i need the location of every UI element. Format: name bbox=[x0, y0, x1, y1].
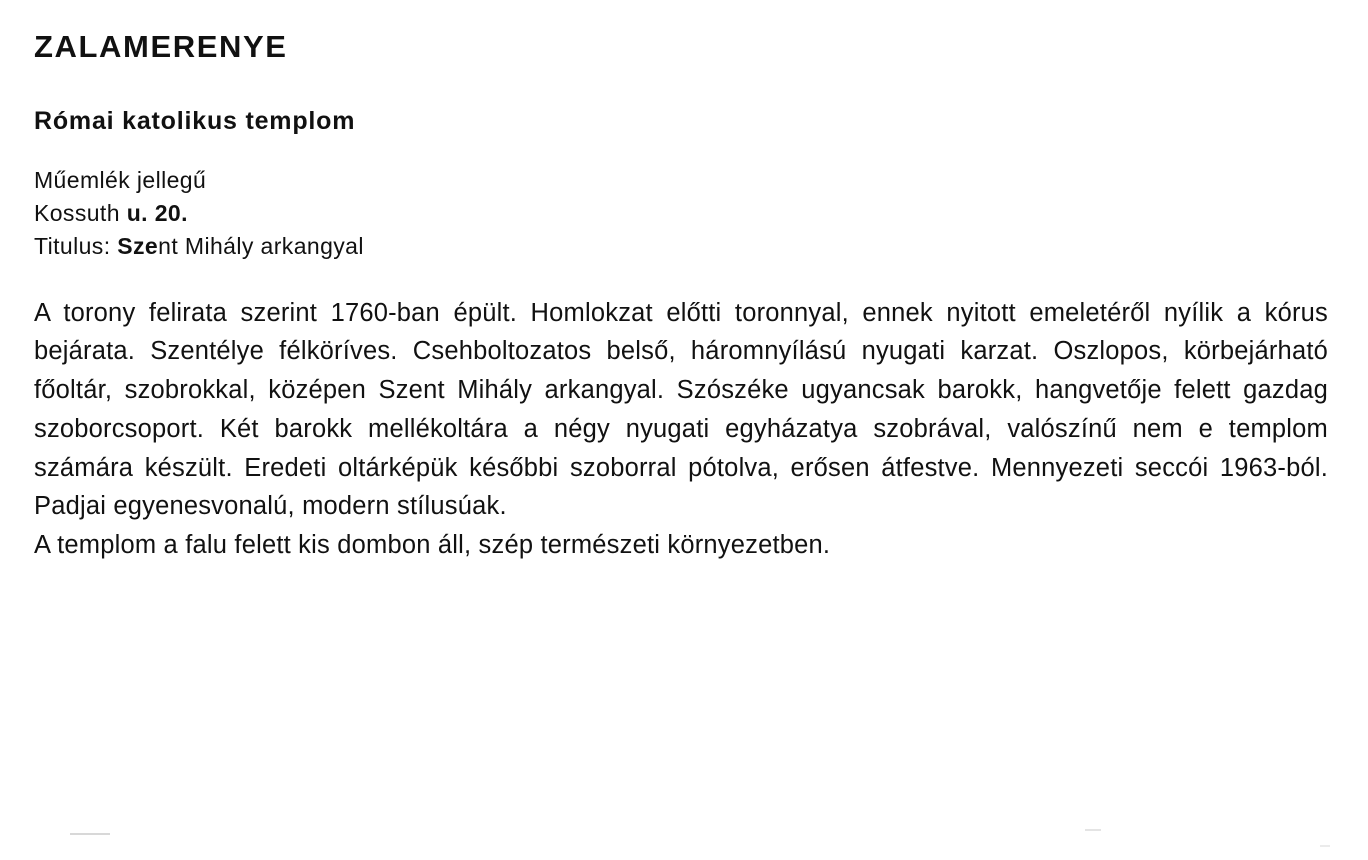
metadata-line-titulus bbox=[34, 230, 1328, 263]
scan-artifact-right bbox=[1320, 845, 1330, 847]
section-title: Római katolikus templom bbox=[34, 107, 356, 136]
body-text bbox=[34, 294, 1328, 565]
metadata-line-protection: Műemlék jellegű bbox=[34, 166, 207, 193]
scan-artifact-center bbox=[1085, 829, 1101, 831]
address-number: u. 20. bbox=[126, 199, 188, 226]
scan-artifact-left bbox=[70, 833, 110, 835]
titulus-value-bold: Sze bbox=[117, 233, 159, 260]
page-title: ZALAMERENYE bbox=[34, 29, 288, 64]
metadata-block bbox=[34, 164, 1328, 264]
paragraph-2: A templom a falu felett kis dombon áll, szép természeti környezetben. bbox=[34, 531, 831, 560]
paragraph-1: A torony felirata szerint 1760-ban épült. Homlokzat előtti toronnyal, ennek nyitott emeletéről nyílik a kórus bejárata. Szentélye félköríves. Csehboltozatos belső, háromnyílású nyugati karzat. Oszlopos, körbejárható főoltár, szobrokkal, középen Szent Mihály arkangyal. Szószéke ugyancsak barokk, hangvetője felett gazdag szoborcsoport. Két barokk mellékoltára a négy nyugati egyházatya szobrával, valószínű nem e templom számára készült. Eredeti oltárképük későbbi szoborral pótolva, erősen átfestve. Mennyezeti seccói 1963-ból. Padjai egyenesvonalú, modern stílusúak. bbox=[34, 298, 1328, 521]
address-street: Kossuth bbox=[34, 199, 127, 226]
titulus-label: Titulus: bbox=[34, 233, 118, 260]
titulus-value-rest: nt Mihály arkangyal bbox=[158, 233, 364, 260]
metadata-line-address bbox=[34, 197, 1328, 230]
